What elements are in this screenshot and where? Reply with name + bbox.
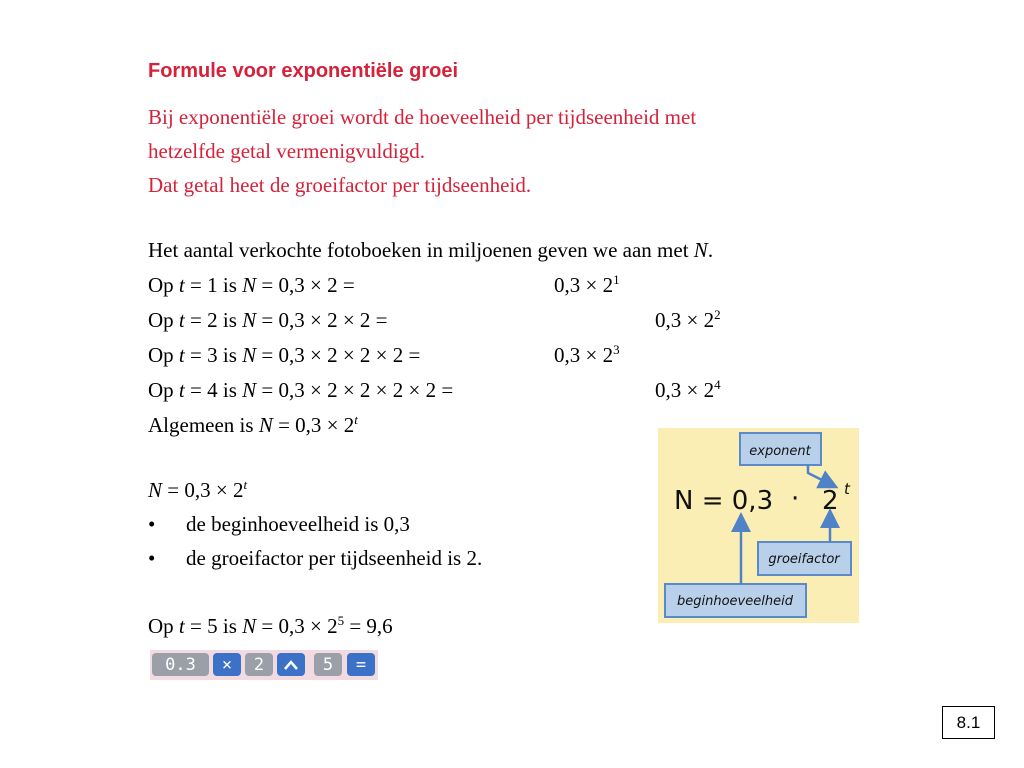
intro-text <box>148 100 848 202</box>
key-times: × <box>213 653 241 676</box>
row-result: $0,3 \times 2^4$ <box>655 377 721 402</box>
intro-line: Bij exponentiële groei wordt de hoeveelheid per tijdseenheid met <box>148 105 697 129</box>
diagram-dot: · <box>791 484 800 514</box>
key-0-3: 0.3 <box>152 653 209 676</box>
key-equals: = <box>347 653 375 676</box>
row-result: $0,3 \times 2^2$ <box>655 307 721 332</box>
key-5: 5 <box>314 653 342 676</box>
formula: $N = 0,3 \times 2^t$ <box>148 477 248 502</box>
bullet-item: • de beginhoeveelheid is 0,3 <box>148 512 410 536</box>
row-result: $0,3 \times 2^3$ <box>554 342 620 367</box>
diagram-exp: t <box>844 480 850 498</box>
formula-diagram <box>658 428 859 623</box>
key-2: 2 <box>245 653 273 676</box>
exponent-arrow <box>808 465 834 486</box>
definition-sentence: Het aantal verkochte fotoboeken in miljoenen geven we aan met N. <box>148 238 714 262</box>
calculator-keys <box>150 650 378 680</box>
exponent-label: exponent <box>749 444 811 459</box>
row-t2: Op t = 2 is N = 0,3 × 2 × 2 = $0,3 \times 2^2$ <box>148 307 721 332</box>
example-t5: Op t = 5 is $N = 0,3 \times 2^5 = 9,6$ <box>148 613 393 638</box>
diagram-base: 2 <box>822 486 839 516</box>
bullet-item: • de groeifactor per tijdseenheid is 2. <box>148 546 483 570</box>
row-t1: Op t = 1 is N = 0,3 × 2 = $0,3 \times 2^1$ <box>148 272 620 297</box>
row-t4: Op t = 4 is N = 0,3 × 2 × 2 × 2 × 2 = $0,3 \times 2^4$ <box>148 377 721 402</box>
general-formula: Algemeen is $N = 0,3 \times 2^t$ <box>148 412 358 437</box>
row-result: $0,3 \times 2^1$ <box>554 272 620 297</box>
page-title: Formule voor exponentiële groei <box>148 60 459 82</box>
caret-up-icon <box>277 653 305 676</box>
intro-line: hetzelfde getal vermenigvuldigd. <box>148 139 425 163</box>
growth-label: groeifactor <box>768 552 840 567</box>
page-number: 8.1 <box>942 706 995 739</box>
intro-line: Dat getal heet de groeifactor per tijdseenheid. <box>148 173 532 197</box>
start-label: beginhoeveelheid <box>677 594 793 609</box>
diagram-formula: N = 0,3 <box>674 486 774 516</box>
row-t3: Op t = 3 is N = 0,3 × 2 × 2 × 2 = $0,3 \times 2^3$ <box>148 342 620 367</box>
